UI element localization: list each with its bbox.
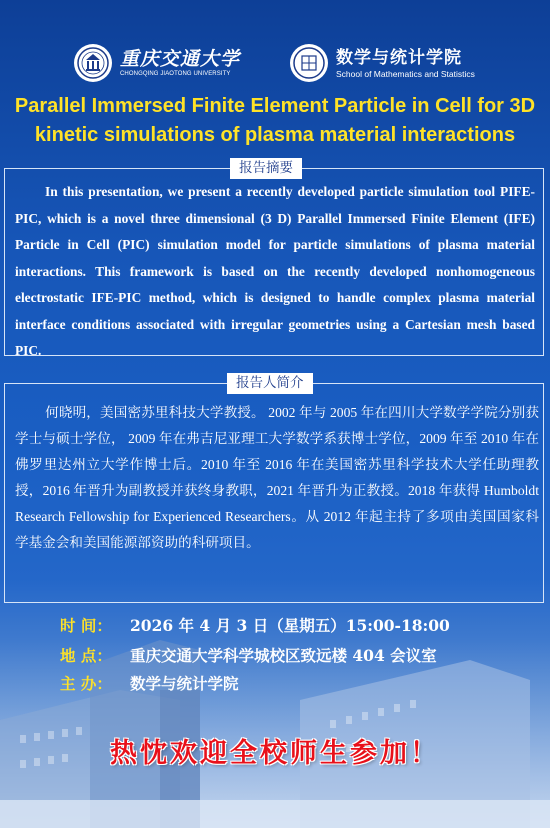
event-place-value: 重庆交通大学科学城校区致远楼 404 会议室	[130, 646, 437, 665]
talk-title-line2: kinetic simulations of plasma material interactions	[34, 124, 516, 146]
event-place-label: 地 点：	[60, 646, 112, 665]
event-host	[60, 672, 239, 696]
event-place	[60, 644, 437, 668]
event-time	[60, 614, 450, 638]
school-name-en: School of Mathematics and Statistics	[336, 68, 475, 79]
university-logo	[74, 44, 240, 82]
university-name-cn: 重庆交通大学	[120, 47, 241, 70]
talk-title	[0, 92, 550, 150]
speaker-bio-container	[15, 400, 539, 556]
header-logos	[0, 44, 550, 90]
school-name-cn: 数学与统计学院	[336, 47, 462, 68]
university-name-en: CHONGQING JIAOTONG UNIVERSITY	[120, 70, 231, 77]
abstract-label: 报告摘要	[230, 158, 302, 179]
talk-title-line1: Parallel Immersed Finite Element Particle in Cell for 3D	[14, 95, 536, 117]
event-time-value: 2026 年 4 月 3 日（星期五）15:00-18:00	[130, 616, 450, 635]
event-host-label: 主 办：	[60, 674, 112, 693]
abstract-text: In this presentation, we present a recently developed particle simulation tool PIFE-PIC, which is a novel three dimensional (3 D) Parallel Immersed Finite Element (IFE) Particle in Cell (PIC) simulation model for particle simulations of plasma material interactions. This framework is based on the recently developed nonhomogeneous electrostatic IFE-PIC method, which is designed to handle complex plasma material interface conditions associated with irregular geometries using a Cartesian mesh based PIC.	[15, 184, 535, 358]
speaker-bio-panel	[4, 383, 544, 603]
school-emblem-icon	[290, 44, 328, 82]
event-host-value: 数学与统计学院	[130, 674, 239, 693]
event-time-label: 时 间：	[60, 616, 112, 635]
speaker-bio-text: 何晓明，美国密苏里科技大学教授。 2002 年与 2005 年在四川大学数学学院分别获学士与硕士学位， 2009 年在弗吉尼亚理工大学数学系获博士学位，2009 年至 2010 年在佛罗里达州立大学作博士后。2010 年至 2016 年在美国密苏里科学技术大学任助理教授，2016 年晋升为副教授并获终身教职，2021 年晋升为正教授。2018 年获得 Humboldt Research Fellowship for Experienced Researchers。从 2012 年起主持了多项由美国国家科学基金会和美国能源部资助的科研项目。	[15, 405, 539, 550]
abstract-panel	[4, 168, 544, 356]
speaker-bio-label: 报告人简介	[227, 373, 313, 394]
school-logo	[290, 44, 475, 82]
abstract-text-container	[15, 179, 535, 365]
welcome-banner: 热忱欢迎全校师生参加！	[110, 738, 440, 769]
university-emblem-icon	[74, 44, 112, 82]
